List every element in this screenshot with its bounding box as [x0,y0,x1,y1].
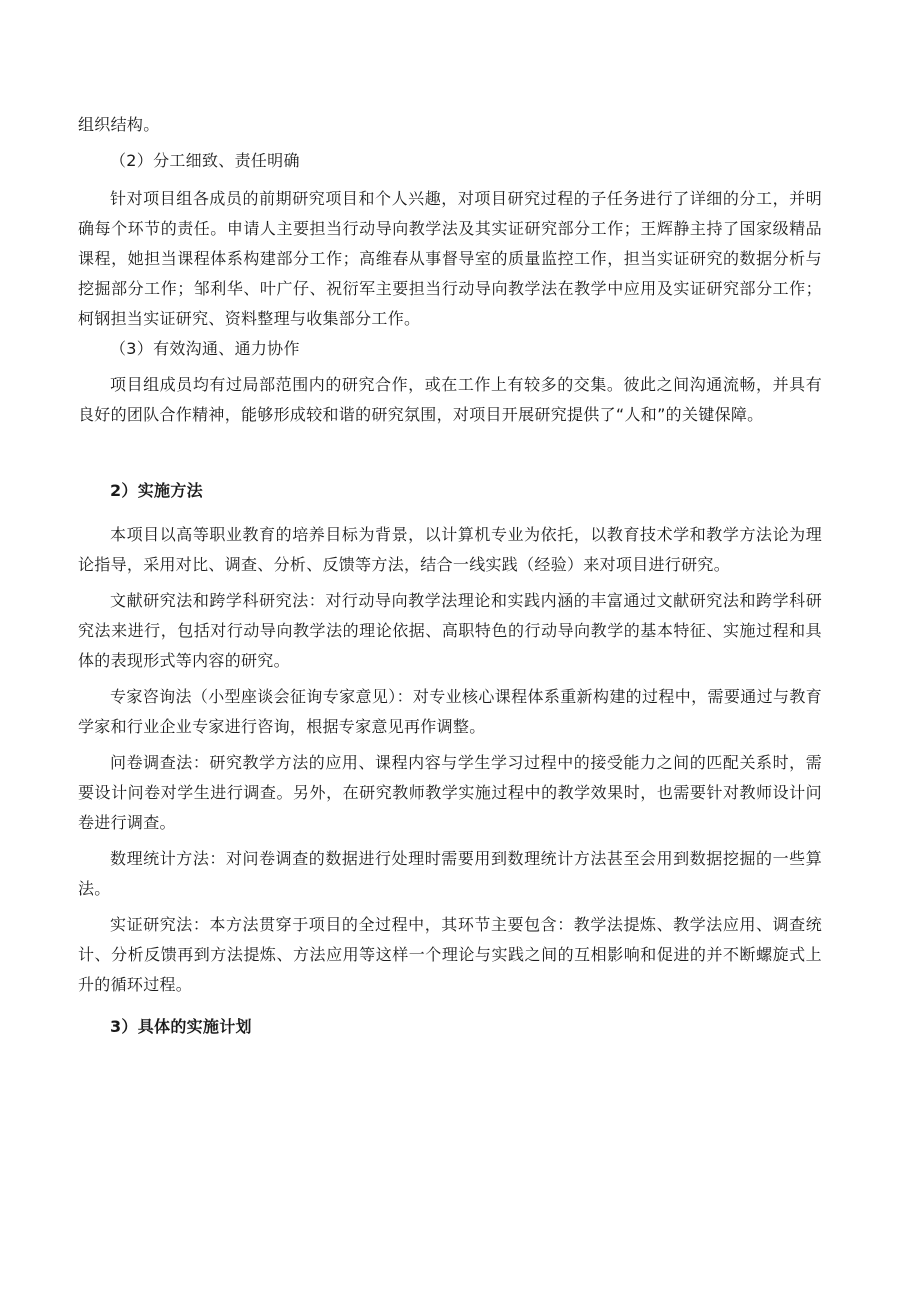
text-block-intro [78,110,822,140]
paragraph-statistics-method: 数理统计方法：对问卷调查的数据进行处理时需要用到数理统计方法甚至会用到数据挖掘的一些算法。 [78,849,822,898]
text-block-division [78,184,822,334]
heading-communication: （3）有效沟通、通力协作 [110,339,300,358]
paragraph-literature-method: 文献研究法和跨学科研究法：对行动导向教学法理论和实践内涵的丰富通过文献研究法和跨学科研究法来进行，包括对行动导向教学法的理论依据、高职特色的行动导向教学的基本特征、实施过程和具体的表现形式等内容的研究。 [78,591,822,670]
paragraph-methods-intro: 本项目以高等职业教育的培养目标为背景，以计算机专业为依托，以教育技术学和教学方法论为理论指导，采用对比、调查、分析、反馈等方法，结合一线实践（经验）来对项目进行研究。 [78,525,822,574]
heading-implementation-methods: 2）实施方法 [110,481,203,500]
paragraph-communication: 项目组成员均有过局部范围内的研究合作，或在工作上有较多的交集。彼此之间沟通流畅，并具有良好的团队合作精神，能够形成较和谐的研究氛围，对项目开展研究提供了“人和”的关键保障。 [78,375,822,424]
text-block-methods [78,520,822,1000]
paragraph-division-of-labor: 针对项目组各成员的前期研究项目和个人兴趣，对项目研究过程的子任务进行了详细的分工，并明确每个环节的责任。申请人主要担当行动导向教学法及其实证研究部分工作；王辉静主持了国家级精品课程，她担当课程体系构建部分工作；高维春从事督导室的质量监控工作，担当实证研究的数据分析与挖掘部分工作；邹利华、叶广仔、祝衍军主要担当行动导向教学法在教学中应用及实证研究部分工作；柯钢担当实证研究、资料整理与收集部分工作。 [78,189,822,328]
heading-division-of-labor: （2）分工细致、责任明确 [110,151,300,170]
paragraph-org-structure: 组织结构。 [78,115,160,134]
paragraph-expert-method: 专家咨询法（小型座谈会征询专家意见）：对专业核心课程体系重新构建的过程中，需要通过与教育学家和行业企业专家进行咨询，根据专家意见再作调整。 [78,687,822,736]
heading-implementation-plan: 3）具体的实施计划 [110,1017,252,1036]
text-block-communication [78,370,822,430]
paragraph-questionnaire-method: 问卷调查法：研究教学方法的应用、课程内容与学生学习过程中的接受能力之间的匹配关系时，需要设计问卷对学生进行调查。另外，在研究教师教学实施过程中的教学效果时，也需要针对教师设计问卷进行调查。 [78,753,822,832]
paragraph-empirical-method: 实证研究法：本方法贯穿于项目的全过程中，其环节主要包含：教学法提炼、教学法应用、调查统计、分析反馈再到方法提炼、方法应用等这样一个理论与实践之间的互相影响和促进的并不断螺旋式上升的循环过程。 [78,915,822,994]
